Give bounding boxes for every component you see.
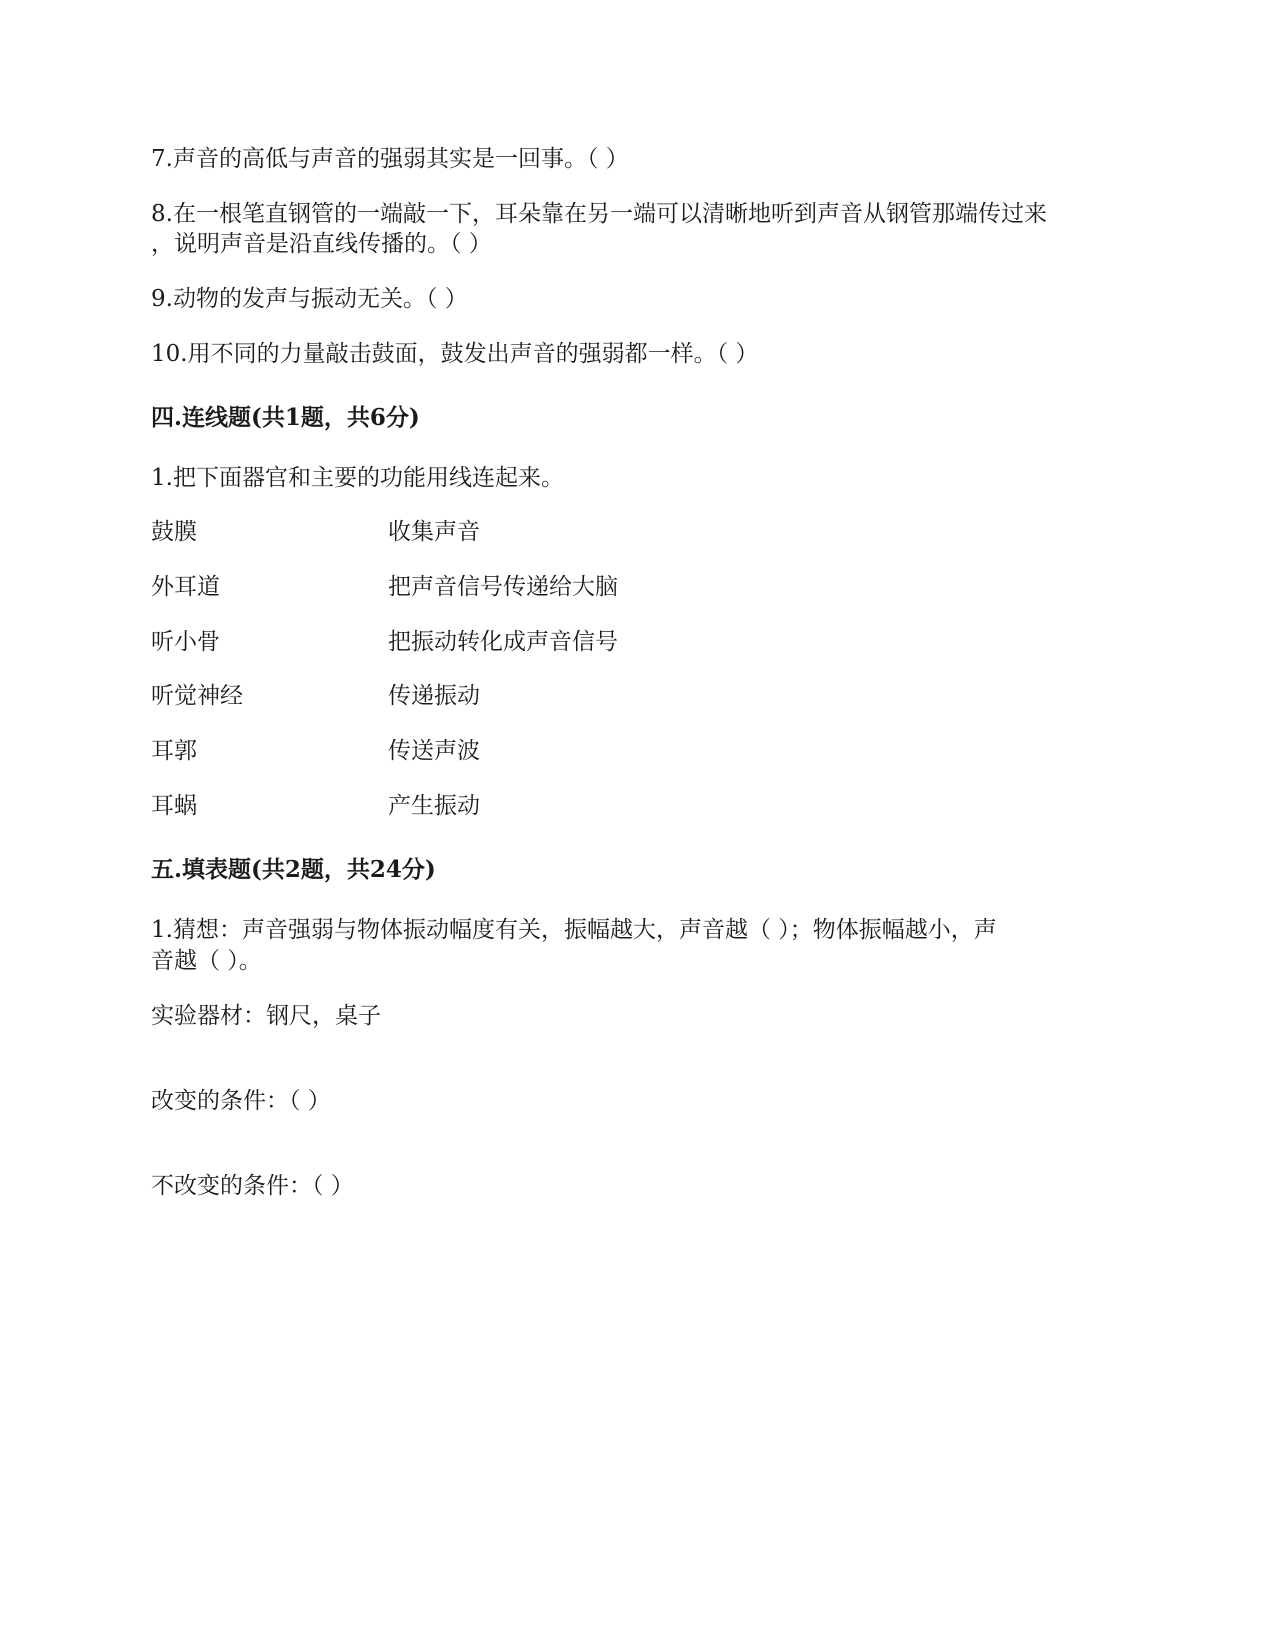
organ-label: 听觉神经	[151, 683, 243, 709]
fill-question-1-line-1: 1.猜想：声音强弱与物体振动幅度有关，振幅越大，声音越（ ）；物体振幅越小，声	[151, 917, 997, 943]
matching-row	[151, 571, 1131, 604]
function-label: 产生振动	[388, 793, 480, 819]
unchanged-condition: 不改变的条件：（ ）	[151, 1173, 354, 1199]
matching-row	[151, 516, 1131, 549]
function-label: 传递振动	[388, 683, 480, 709]
organ-label: 耳蜗	[151, 793, 197, 819]
question-7: 7.声音的高低与声音的强弱其实是一回事。（ ）	[151, 146, 629, 172]
question-9: 9.动物的发声与振动无关。（ ）	[151, 286, 468, 312]
function-label: 把振动转化成声音信号	[388, 629, 618, 655]
matching-row	[151, 735, 1131, 768]
organ-label: 鼓膜	[151, 519, 197, 545]
organ-label: 听小骨	[151, 629, 220, 655]
question-10: 10.用不同的力量敲击鼓面，鼓发出声音的强弱都一样。（ ）	[151, 341, 759, 367]
question-8-line-2: ，说明声音是沿直线传播的。（ ）	[151, 231, 492, 257]
function-label: 收集声音	[388, 519, 480, 545]
section-heading-fill-table: 五.填表题(共2题，共24分)	[151, 856, 436, 883]
function-label: 传送声波	[388, 738, 480, 764]
organ-label: 耳郭	[151, 738, 197, 764]
changed-condition: 改变的条件：（ ）	[151, 1088, 331, 1114]
matching-row	[151, 626, 1131, 659]
fill-question-1-line-2: 音越（ ）。	[151, 948, 262, 974]
question-8-line-1: 8.在一根笔直钢管的一端敲一下，耳朵靠在另一端可以清晰地听到声音从钢管那端传过来	[151, 201, 1047, 227]
matching-instruction: 1.把下面器官和主要的功能用线连起来。	[151, 465, 564, 491]
organ-label: 外耳道	[151, 574, 220, 600]
function-label: 把声音信号传递给大脑	[388, 574, 618, 600]
matching-row	[151, 680, 1131, 713]
section-heading-matching: 四.连线题(共1题，共6分)	[151, 404, 420, 431]
experiment-materials: 实验器材：钢尺，桌子	[151, 1003, 381, 1029]
matching-row	[151, 790, 1131, 823]
